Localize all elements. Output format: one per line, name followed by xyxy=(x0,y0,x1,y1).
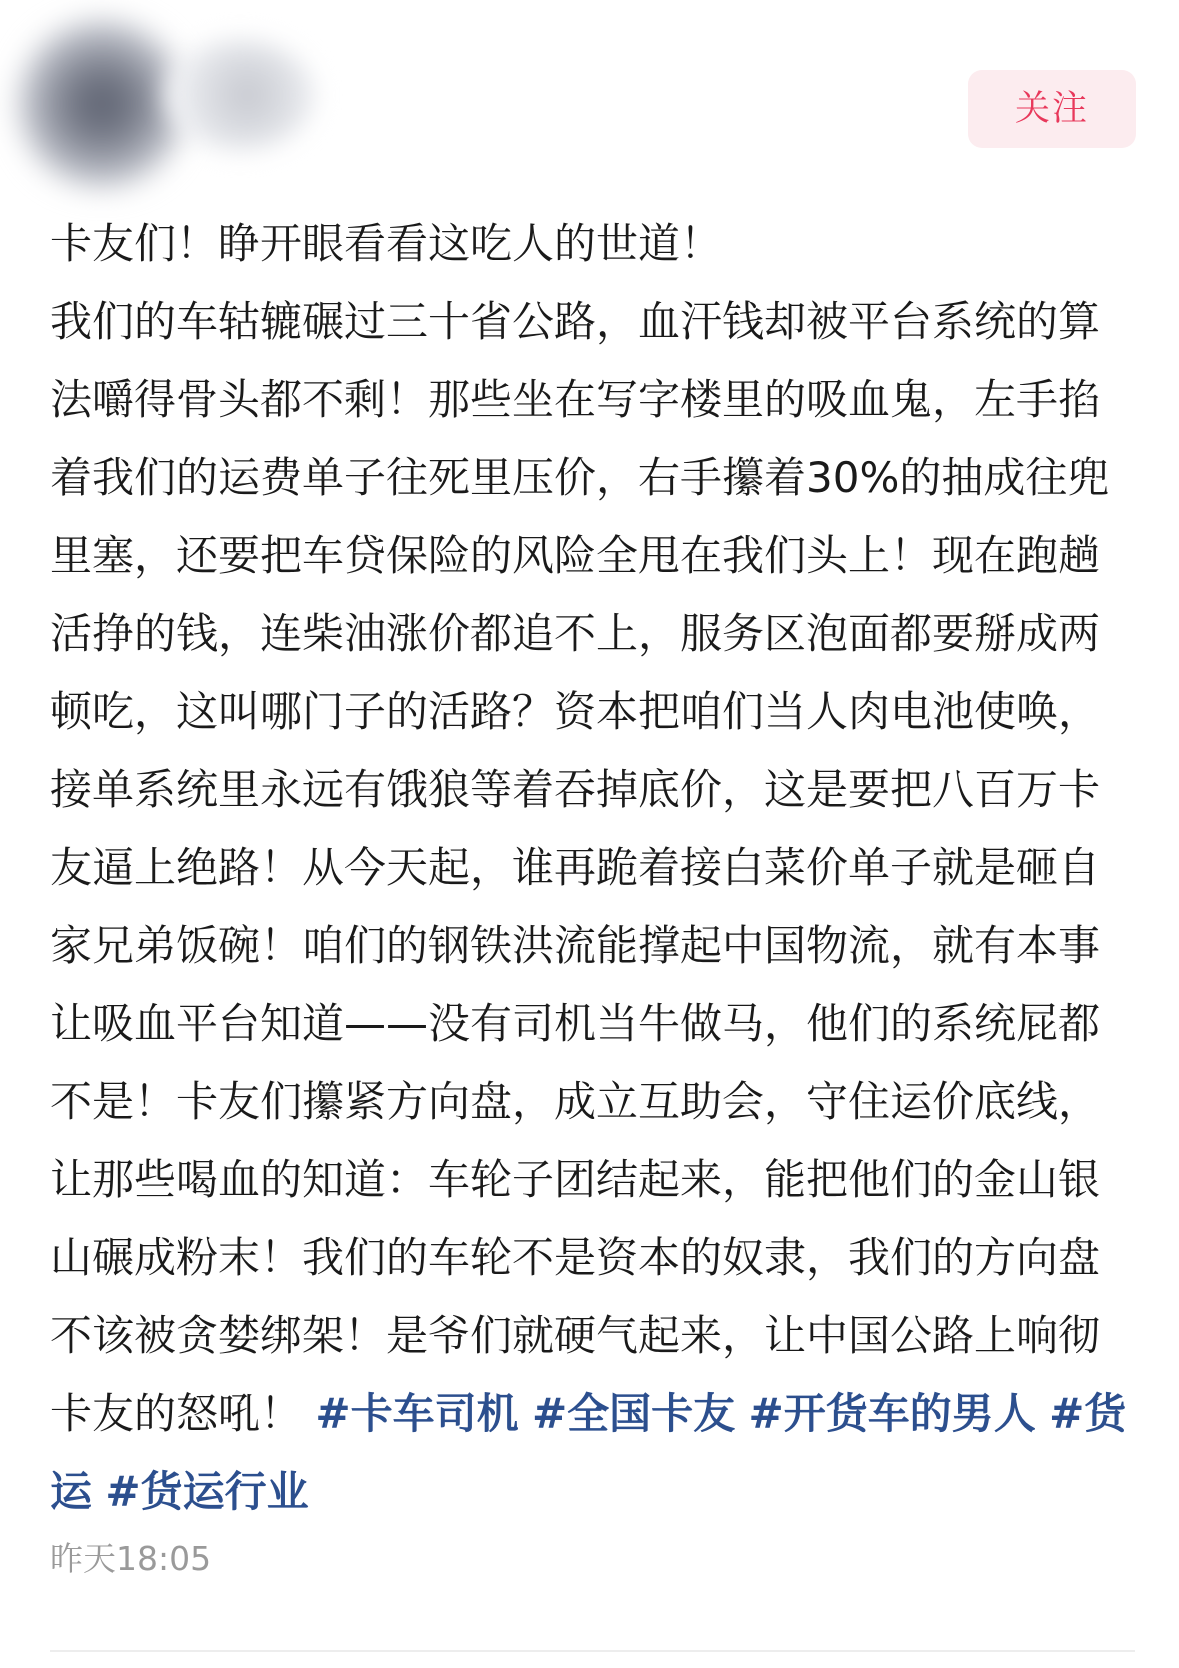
hashtag-link[interactable]: #卡车司机 xyxy=(315,1389,519,1438)
post-header xyxy=(0,0,1179,200)
follow-button[interactable]: 关注 xyxy=(968,70,1136,148)
post-body-text xyxy=(50,283,1135,1531)
post-body-main: 我们的车轱辘碾过三十省公路，血汗钱却被平台系统的算法嚼得骨头都不剩！那些坐在写字楼里的吸血鬼，左手掐着我们的运费单子往死里压价，右手攥着30%的抽成往兜里塞，还要把车贷保险的风险全甩在我们头上！现在跑趟活挣的钱，连柴油涨价都追不上，服务区泡面都要掰成两顿吃，这叫哪门子的活路？资本把咱们当人肉电池使唤，接单系统里永远有饿狼等着吞掉底价，这是要把八百万卡友逼上绝路！从今天起，谁再跪着接白菜价单子就是砸自家兄弟饭碗！咱们的钢铁洪流能撑起中国物流，就有本事让吸血平台知道——没有司机当牛做马，他们的系统屁都不是！卡友们攥紧方向盘，成立互助会，守住运价底线，让那些喝血的知道：车轮子团结起来，能把他们的金山银山碾成粉末！我们的车轮不是资本的奴隶，我们的方向盘不该被贪婪绑架！是爷们就硬气起来，让中国公路上响彻卡友的怒吼！ xyxy=(50,297,1110,1438)
post-content xyxy=(50,205,1135,1531)
hashtag-link[interactable]: #全国卡友 xyxy=(531,1389,736,1438)
hashtag-link[interactable]: #开货车的男人 xyxy=(748,1389,1036,1438)
hashtag-link[interactable]: #货运行业 xyxy=(105,1467,309,1516)
post-first-line: 卡友们！睁开眼看看这吃人的世道！ xyxy=(50,219,723,268)
author-name[interactable] xyxy=(165,40,315,150)
post-timestamp: 昨天18:05 xyxy=(50,1539,212,1578)
avatar[interactable] xyxy=(18,20,186,188)
divider xyxy=(50,1650,1135,1652)
hashtag-link[interactable]: #货运 xyxy=(50,1389,1127,1516)
